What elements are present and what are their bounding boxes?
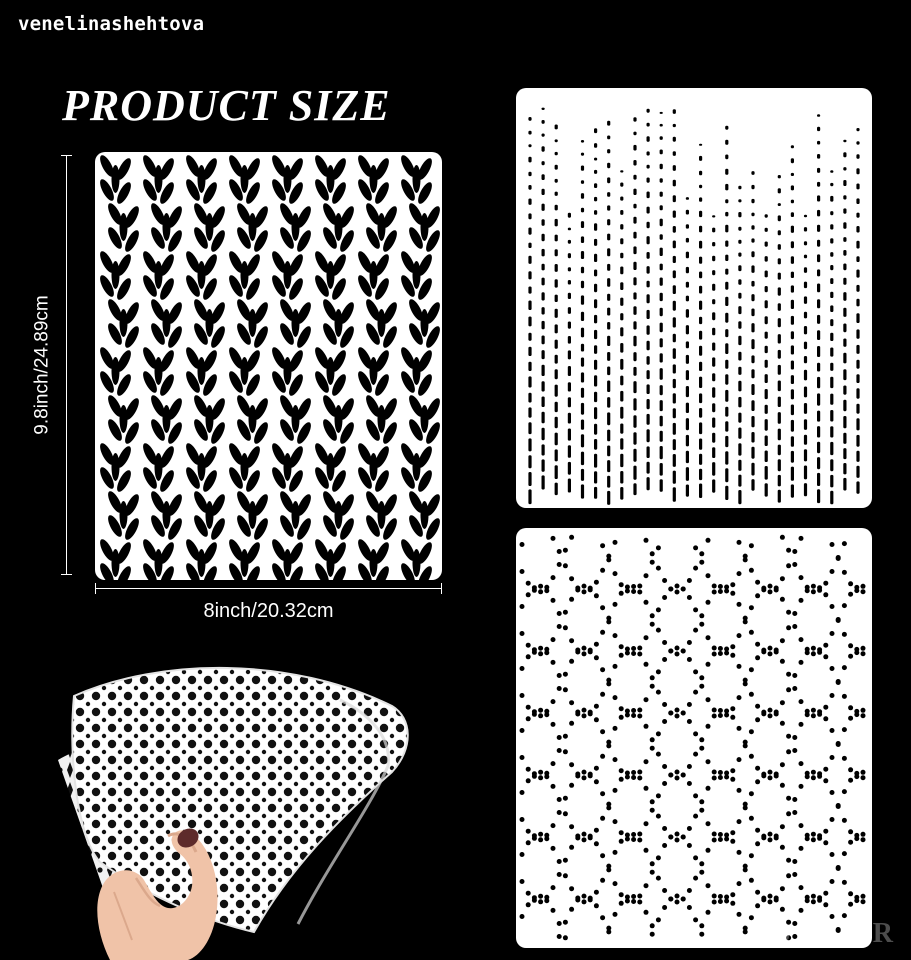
page-title: PRODUCT SIZE <box>62 81 391 130</box>
seller-watermark: venelinashehtova <box>18 13 205 35</box>
dimension-height-text: 9.8inch/24.89cm <box>32 295 54 435</box>
hand-holding-stencils-photo <box>40 640 460 960</box>
leaf-pattern-stencil <box>95 152 442 580</box>
dimension-width-label: 8inch/20.32cm <box>203 600 334 622</box>
wave-dots-graphic <box>516 528 872 948</box>
wave-dots-stencil <box>516 528 872 948</box>
hand-photo-graphic <box>40 640 460 960</box>
dimension-line-horizontal <box>95 588 442 589</box>
dotted-lines-stencil <box>516 88 872 508</box>
site-watermark: BAZAR <box>770 918 899 949</box>
dotted-lines-graphic <box>516 88 872 508</box>
dimension-line-vertical <box>66 155 67 575</box>
leaf-pattern-graphic <box>95 152 442 580</box>
dimension-height-label <box>28 155 58 575</box>
